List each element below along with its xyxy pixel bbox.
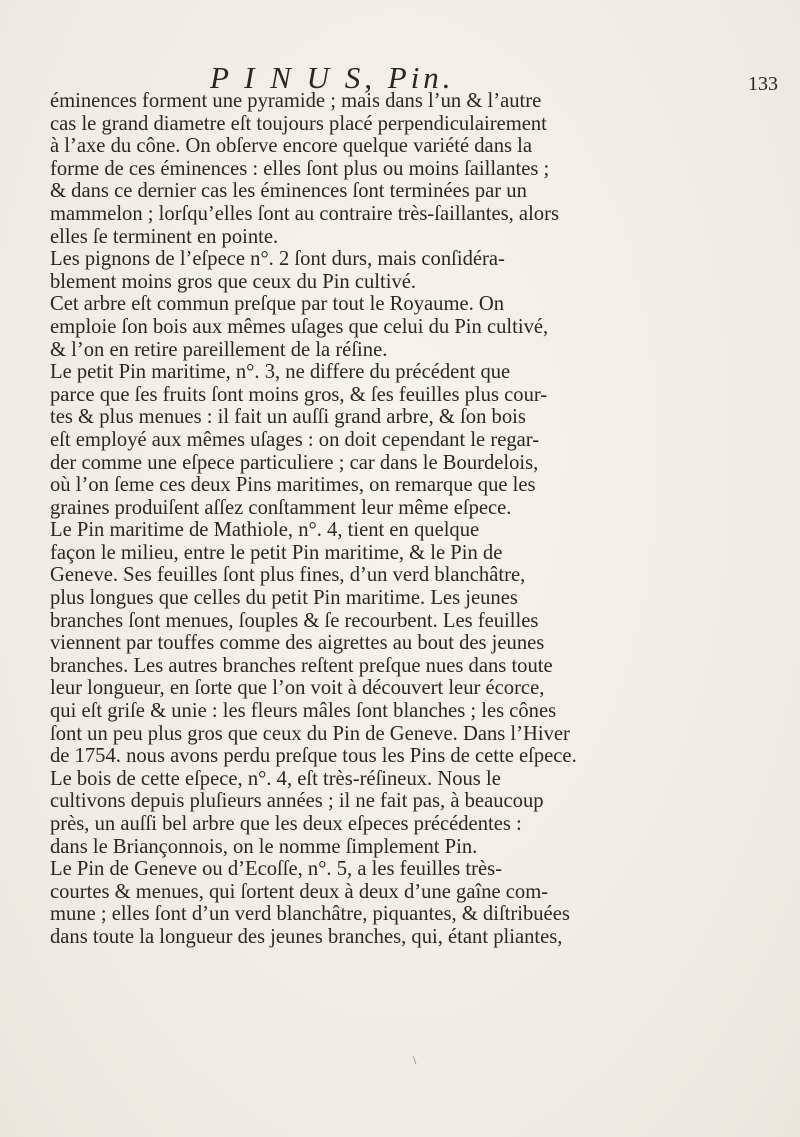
text-line: mammelon ; lorſqu’elles ſont au contraire très-ſaillantes, alors [50, 202, 559, 225]
text-line: leur longueur, en ſorte que l’on voit à découvert leur écorce, [50, 677, 545, 700]
text-line: Le Pin maritime de Mathiole, n°. 4, tient en quelque [50, 519, 480, 542]
text-line: courtes & menues, qui ſortent deux à deux d’une gaîne com- [50, 880, 549, 903]
text-line: où l’on ſeme ces deux Pins maritimes, on remarque que les [50, 474, 536, 497]
text-line: Les pignons de l’eſpece n°. 2 ſont durs, mais conſidéra- [50, 248, 505, 271]
text-line: parce que ſes fruits ſont moins gros, & ſes feuilles plus cour- [50, 383, 548, 406]
text-line: plus longues que celles du petit Pin maritime. Les jeunes [50, 587, 518, 610]
text-line: eſt employé aux mêmes uſages : on doit cependant le regar- [50, 428, 540, 451]
text-line: cultivons depuis pluſieurs années ; il ne fait pas, à beaucoup [50, 790, 544, 813]
text-line: à l’axe du cône. On obſerve encore quelque variété dans la [50, 135, 533, 158]
text-line: branches ſont menues, ſouples & ſe recourbent. Les feuilles [50, 609, 539, 632]
text-line: façon le milieu, entre le petit Pin maritime, & le Pin de [50, 541, 503, 564]
text-line: éminences forment une pyramide ; mais dans l’un & l’autre [50, 90, 542, 112]
text-line: Le bois de cette eſpece, n°. 4, eſt très-réſineux. Nous le [50, 767, 501, 790]
text-line: dans toute la longueur des jeunes branches, qui, étant pliantes, [50, 925, 563, 948]
text-line: der comme une eſpece particuliere ; car dans le Bourdelois, [50, 451, 539, 474]
text-line: qui eſt griſe & unie : les fleurs mâles ſont blanches ; les cônes [50, 700, 557, 723]
text-line: tes & plus menues : il fait un auſſi grand arbre, & ſon bois [50, 406, 526, 429]
text-line: & l’on en retire pareillement de la réſine. [50, 338, 388, 361]
text-line: cas le grand diametre eſt toujours placé perpendiculairement [50, 112, 547, 135]
text-line: dans le Briançonnois, on le nomme ſimplement Pin. [50, 835, 478, 858]
text-line: blement moins gros que ceux du Pin cultivé. [50, 270, 417, 293]
text-line: elles ſe terminent en pointe. [50, 225, 279, 248]
text-line: ſont un peu plus gros que ceux du Pin de Geneve. Dans l’Hiver [50, 722, 570, 745]
text-line: près, un auſſi bel arbre que les deux eſpeces précédentes : [50, 813, 522, 835]
text-line: viennent par touffes comme des aigrettes au bout des jeunes [50, 632, 545, 655]
running-title: P I N U S, Pin. [210, 60, 455, 95]
text-line: de 1754. nous avons perdu preſque tous les Pins de cette eſpece. [50, 745, 577, 768]
text-line: Geneve. Ses feuilles ſont plus fines, d’un verd blanchâtre, [50, 564, 526, 587]
text-line: emploie ſon bois aux mêmes uſages que celui du Pin cultivé, [50, 315, 549, 338]
text-line: Cet arbre eſt commun preſque par tout le Royaume. On [50, 293, 505, 316]
text-line: Le Pin de Geneve ou d’Ecoſſe, n°. 5, a les feuilles très- [50, 858, 502, 881]
text-line: branches. Les autres branches reſtent preſque nues dans toute [50, 654, 553, 677]
body-text [50, 90, 792, 949]
text-line: graines produiſent aſſez conſtamment leur même eſpece. [50, 496, 512, 519]
stray-mark: \ [413, 1053, 417, 1067]
text-line: mune ; elles ſont d’un verd blanchâtre, piquantes, & diſtribuées [50, 903, 570, 926]
text-line: & dans ce dernier cas les éminences ſont terminées par un [50, 180, 527, 203]
page-number: 133 [748, 73, 778, 95]
text-line: Le petit Pin maritime, n°. 3, ne differe du précédent que [50, 361, 511, 384]
text-line: forme de ces éminences : elles ſont plus ou moins ſaillantes ; [50, 157, 550, 180]
